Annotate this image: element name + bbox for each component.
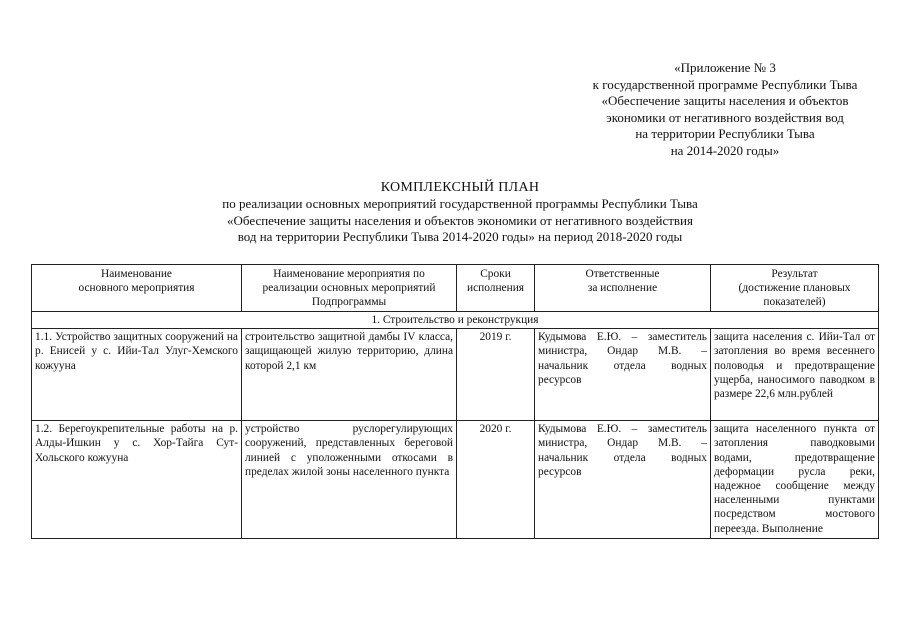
appendix-line: к государственной программе Республики Тыва: [592, 76, 858, 92]
cell-sub-event: устройство руслорегулирующих сооружений, представленных береговой линией с уположенными откосами в пределах жилой зоны населенного пункта: [242, 421, 457, 539]
document-subtitle-line: вод на территории Республики Тыва 2014-2020 годы» на период 2018-2020 годы: [237, 229, 683, 245]
header-responsible: Ответственные за исполнение: [535, 265, 711, 312]
header-deadline: Сроки исполнения: [457, 265, 535, 312]
cell-result: защита населенного пункта от затопления паводковыми водами, предотвращение деформации русла реки, надежное сообщение между населенными пунктами посредством мостового переезда. Выполнение: [711, 421, 879, 539]
appendix-line: экономики от негативного воздействия вод: [606, 109, 844, 125]
table-row: [32, 421, 879, 539]
cell-main-event: 1.2. Берегоукрепительные работы на р. Алды-Ишкин у с. Хор-Тайга Сут-Хольского кожууна: [32, 421, 242, 539]
plan-heading: [140, 180, 780, 246]
appendix-line: на 2014-2020 годы»: [670, 142, 780, 158]
header-sub-event: Наименование мероприятия по реализации основных мероприятий Подпрограммы: [242, 265, 457, 312]
appendix-line: «Приложение № 3: [674, 60, 776, 75]
cell-responsible: Кудымова Е.Ю. – заместитель министра, Ондар М.В. – начальник отдела водных ресурсов: [535, 421, 711, 539]
document-subtitle-line: по реализации основных мероприятий государственной программы Республики Тыва: [222, 196, 698, 212]
document-title: КОМПЛЕКСНЫЙ ПЛАН: [380, 180, 540, 195]
cell-sub-event: строительство защитной дамбы IV класса, защищающей жилую территорию, длина которой 2,1 км: [242, 329, 457, 421]
plan-table: [31, 264, 879, 539]
section-title: 1. Строительство и реконструкция: [32, 312, 879, 329]
cell-main-event: 1.1. Устройство защитных сооружений на р. Енисей у с. Ийи-Тал Улуг-Хемского кожууна: [32, 329, 242, 421]
appendix-line: на территории Республики Тыва: [635, 126, 815, 142]
cell-deadline: 2020 г.: [457, 421, 535, 539]
header-main-event: Наименование основного мероприятия: [32, 265, 242, 312]
table-header-row: [32, 265, 879, 312]
appendix-line: «Обеспечение защиты населения и объектов: [601, 93, 849, 109]
document-subtitle-line: «Обеспечение защиты населения и объектов экономики от негативного воздействия: [227, 212, 693, 228]
table-row: [32, 329, 879, 421]
cell-responsible: Кудымова Е.Ю. – заместитель министра, Ондар М.В. – начальник отдела водных ресурсов: [535, 329, 711, 421]
cell-deadline: 2019 г.: [457, 329, 535, 421]
cell-result: защита населения с. Ийи-Тал от затопления во время весеннего половодья и предотвращение ущерба, наносимого паводком в размере 22,6 млн.рублей: [711, 329, 879, 421]
section-row: [32, 312, 879, 329]
header-result: Результат (достижение плановых показателей): [711, 265, 879, 312]
appendix-header: [560, 60, 890, 160]
